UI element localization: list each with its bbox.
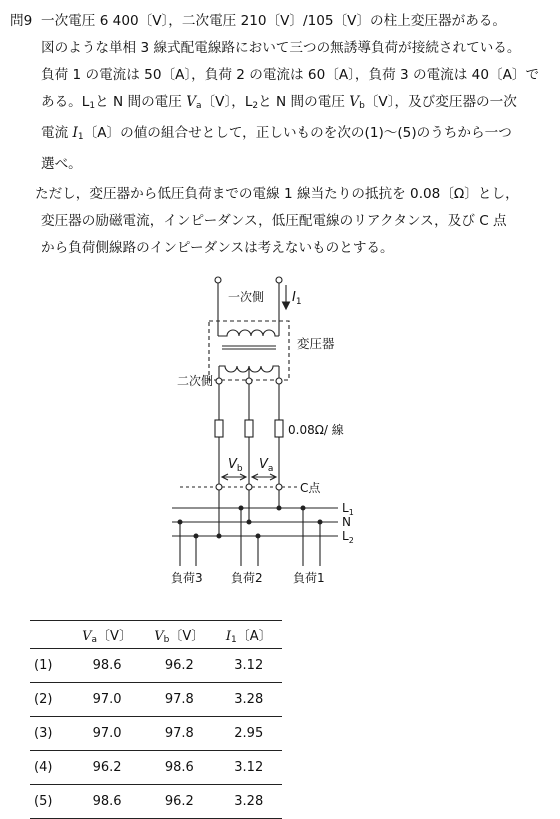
va-value: 98.6	[71, 785, 143, 819]
load-3-label: 負荷3	[171, 571, 203, 585]
question-number: 問9	[10, 13, 33, 29]
question-line-4: ある。$L_1$と N 間の電圧 $V_a$〔V〕，$L_2$と N 間の電圧 $V_b$〔V〕，及び変圧器の一次	[41, 94, 517, 111]
point-c-label: C点	[300, 481, 321, 495]
table-row	[30, 683, 282, 717]
question-line-5: 電流 $I_1$〔A〕の値の組合せとして，正しいものを次の(1)～(5)のうちから一つ	[41, 125, 512, 142]
vb-value: 96.2	[143, 649, 215, 683]
va-value: 98.6	[71, 649, 143, 683]
header-no	[30, 621, 71, 649]
primary-side-label: 一次側	[228, 290, 265, 304]
question-text	[10, 8, 550, 262]
primary-terminals	[215, 277, 282, 336]
table-row	[30, 785, 282, 819]
choice-number: (1)	[30, 649, 71, 683]
load-3-taps	[178, 520, 198, 566]
choice-number: (4)	[30, 751, 71, 785]
line-l1-label: $L_1$	[342, 501, 354, 517]
table-row	[30, 751, 282, 785]
answer-table	[30, 620, 282, 819]
line-l2-label: $L_2$	[342, 529, 354, 545]
distribution-bus	[172, 508, 338, 536]
i1-value: 3.12	[215, 649, 282, 683]
transformer-label: 変圧器	[297, 336, 335, 351]
vb-label: $V_b$	[228, 457, 243, 474]
header-i1: $I_1$〔A〕	[215, 621, 282, 649]
table-row	[30, 717, 282, 751]
note-line-1: ただし，変圧器から低圧負荷までの電線 1 線当たりの抵抗を 0.08〔Ω〕とし，	[35, 186, 519, 202]
vb-value: 98.6	[143, 751, 215, 785]
vb-value: 97.8	[143, 683, 215, 717]
question-line-2: 図のような単相 3 線式配電線路において三つの無誘導負荷が接続されている。	[41, 40, 521, 56]
table-header-row	[30, 621, 282, 649]
current-arrow	[283, 285, 290, 309]
question-line-6: 選べ。	[41, 156, 82, 172]
i1-value: 3.12	[215, 751, 282, 785]
va-value: 97.0	[71, 717, 143, 751]
primary-winding	[218, 330, 279, 336]
resistance-label: 0.08Ω/ 線	[288, 423, 344, 437]
load-2-label: 負荷2	[231, 571, 263, 585]
header-va: $V_a$〔V〕	[71, 621, 143, 649]
choice-number: (5)	[30, 785, 71, 819]
i1-value: 3.28	[215, 683, 282, 717]
question-line-3: 負荷 1 の電流は 50〔A〕，負荷 2 の電流は 60〔A〕，負荷 3 の電流は 40〔A〕で	[41, 67, 540, 83]
vb-value: 96.2	[143, 785, 215, 819]
va-value: 97.0	[71, 683, 143, 717]
table-row	[30, 649, 282, 683]
va-label: $V_a$	[259, 457, 274, 474]
choice-number: (3)	[30, 717, 71, 751]
current-label: $I_1$	[292, 290, 302, 307]
question-line-1: 問9 一次電圧 6 400〔V〕，二次電圧 210〔V〕/105〔V〕の柱上変圧器がある。	[10, 8, 550, 35]
i1-value: 2.95	[215, 717, 282, 751]
line-n-label: N	[342, 515, 351, 529]
header-vb: $V_b$〔V〕	[143, 621, 215, 649]
vb-value: 97.8	[143, 717, 215, 751]
circuit-diagram	[0, 268, 560, 588]
load-1-label: 負荷1	[293, 571, 325, 585]
i1-value: 3.28	[215, 785, 282, 819]
choice-number: (2)	[30, 683, 71, 717]
va-value: 96.2	[71, 751, 143, 785]
note-line-2: 変圧器の励磁電流，インピーダンス，低圧配電線のリアクタンス，及び C 点	[41, 213, 507, 229]
line-resistors	[215, 420, 283, 437]
secondary-side-label: 二次側	[177, 374, 214, 388]
note-line-3: から負荷側線路のインピーダンスは考えないものとする。	[41, 240, 394, 256]
